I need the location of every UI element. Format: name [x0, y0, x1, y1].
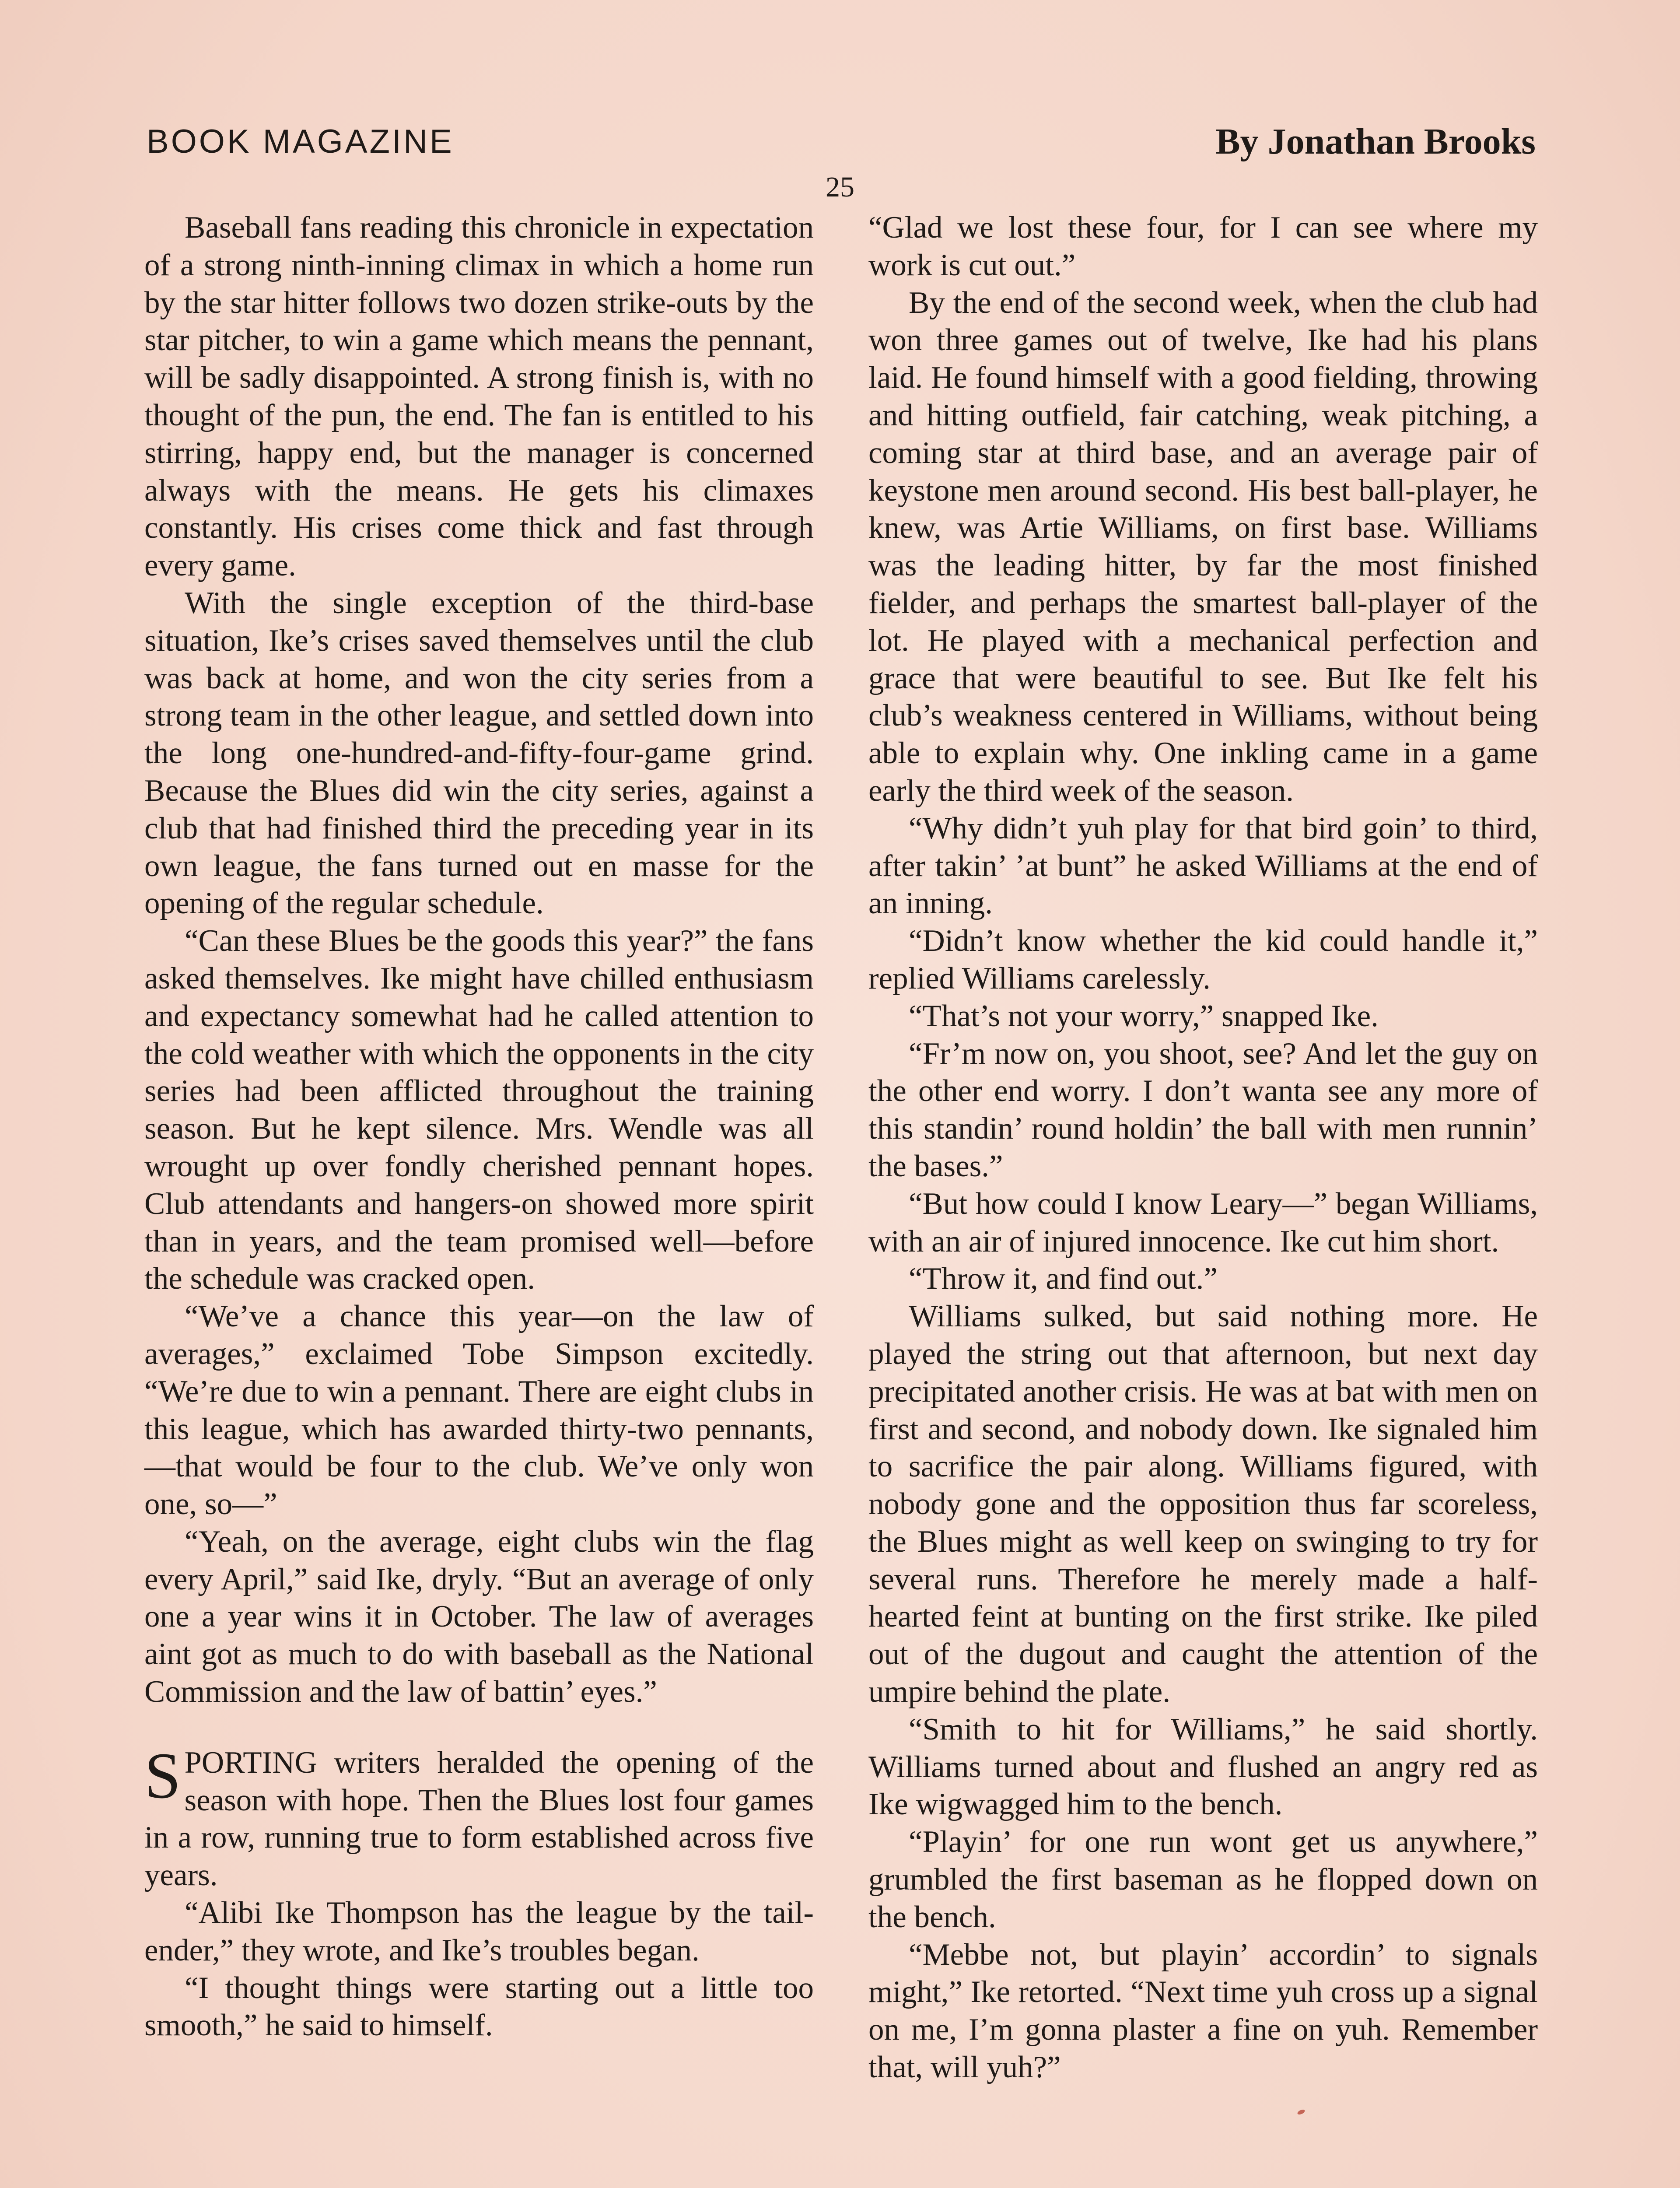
paragraph: “Didn’t know whether the kid could handle it,” replied Williams carelessly. — [868, 924, 1538, 996]
paragraph: Baseball fans reading this chronicle in expectation of a strong ninth-inning climax in which a home run by the star hitter follows two dozen strike-outs by the star pitcher, to win a game which means the pennant, will be sadly disappointed. A strong finish is, with no thought of the pun, the end. The fan is entitled to his stirring, happy end, but the manager is concerned always with the means. He gets his climaxes constantly. His crises come thick and fast through every game. — [144, 210, 814, 583]
paragraph: With the single exception of the third-base situation, Ike’s crises saved themselves until the club was back at home, and won the city series from a strong team in the other league, and settled down into the long one-hundred-and-fifty-four-game grind. Because the Blues did win the city series, against a club that had finished third the preceding year in its own league, the fans turned out en masse for the opening of the regular schedule. — [144, 586, 814, 921]
right-column — [868, 209, 1538, 2188]
section-opening-text: PORTING writers heralded the opening of the season with hope. Then the Blues lost four games in a row, running true to form established across five years. — [144, 1745, 814, 1893]
drop-cap: S — [144, 1739, 181, 1812]
paragraph: “Alibi Ike Thompson has the league by the tail-ender,” they wrote, and Ike’s troubles began. — [144, 1896, 814, 1967]
paragraph: “Yeah, on the average, eight clubs win the flag every April,” said Ike, dryly. “But an average of only one a year wins it in October. The law of averages aint got as much to do with baseball as the National Commission and the law of battin’ eyes.” — [144, 1524, 814, 1709]
paragraph: “Mebbe not, but playin’ accordin’ to signals might,” Ike retorted. “Next time yuh cross up a signal on me, I’m gonna plaster a fine on yuh. Remember that, will yuh?” — [868, 1937, 1538, 2085]
page-number: 25 — [826, 171, 854, 203]
paragraph: “Why didn’t yuh play for that bird goin’ to third, after takin’ ’at bunt” he asked Williams at the end of an inning. — [868, 811, 1538, 921]
paragraph: “Smith to hit for Williams,” he said shortly. Williams turned about and flushed an angry red as Ike wigwagged him to the bench. — [868, 1712, 1538, 1822]
author-byline: By Jonathan Brooks — [1215, 121, 1536, 162]
page-header — [147, 117, 1536, 165]
text-columns — [144, 209, 1538, 2188]
paragraph: “Fr’m now on, you shoot, see? And let the guy on the other end worry. I don’t wanta see any more of this standin’ round holdin’ the ball with men runnin’ the bases.” — [868, 1036, 1538, 1183]
section-opening-paragraph — [144, 1739, 814, 1894]
continued-paragraph: “Glad we lost these four, for I can see where my work is cut out.” — [868, 210, 1538, 282]
paragraph: “I thought things were starting out a little too smooth,” he said to himself. — [144, 1971, 814, 2043]
paragraph: “That’s not your worry,” snapped Ike. — [909, 999, 1379, 1033]
left-column — [144, 209, 814, 2188]
paragraph: “Throw it, and find out.” — [909, 1262, 1218, 1296]
paragraph: “But how could I know Leary—” began Williams, with an air of injured innocence. Ike cut him short. — [868, 1186, 1538, 1259]
paragraph: By the end of the second week, when the club had won three games out of twelve, Ike had his plans laid. He found himself with a good fielding, throwing and hitting outfield, fair catching, weak pitching, a coming star at third base, and an average pair of keystone men around second. His best ball-player, he knew, was Artie Williams, on first base. Williams was the leading hitter, by far the most finished fielder, and perhaps the smartest ball-player of the lot. He played with a mechanical perfection and grace that were beautiful to see. But Ike felt his club’s weakness centered in Williams, without being able to explain why. One inkling came in a game early the third week of the season. — [868, 285, 1538, 808]
paragraph: Williams sulked, but said nothing more. He played the string out that afternoon, but next day precipitated another crisis. He was at bat with men on first and second, and nobody down. Ike signaled him to sacrifice the pair along. Williams figured, with nobody gone and the opposition thus far scoreless, the Blues might as well keep on swinging to try for several runs. Therefore he merely made a half-hearted feint at bunting on the first strike. Ike piled out of the dugout and caught the attention of the umpire behind the plate. — [868, 1299, 1538, 1709]
paragraph: “Can these Blues be the goods this year?” the fans asked themselves. Ike might have chilled enthusiasm and expectancy somewhat had he called attention to the cold weather with which the opponents in the city series had been afflicted throughout the training season. But he kept silence. Mrs. Wendle was all wrought up over fondly cherished pennant hopes. Club attendants and hangers-on showed more spirit than in years, and the team promised well—before the schedule was cracked open. — [144, 924, 814, 1296]
magazine-title: BOOK MAGAZINE — [147, 123, 454, 160]
paragraph: “Playin’ for one run wont get us anywhere,” grumbled the first baseman as he flopped down on the bench. — [868, 1825, 1538, 1934]
paragraph: “We’ve a chance this year—on the law of averages,” exclaimed Tobe Simpson excitedly. “We’re due to win a pennant. There are eight clubs in this league, which has awarded thirty-two pennants,—that would be four to the club. We’ve only won one, so—” — [144, 1299, 814, 1522]
